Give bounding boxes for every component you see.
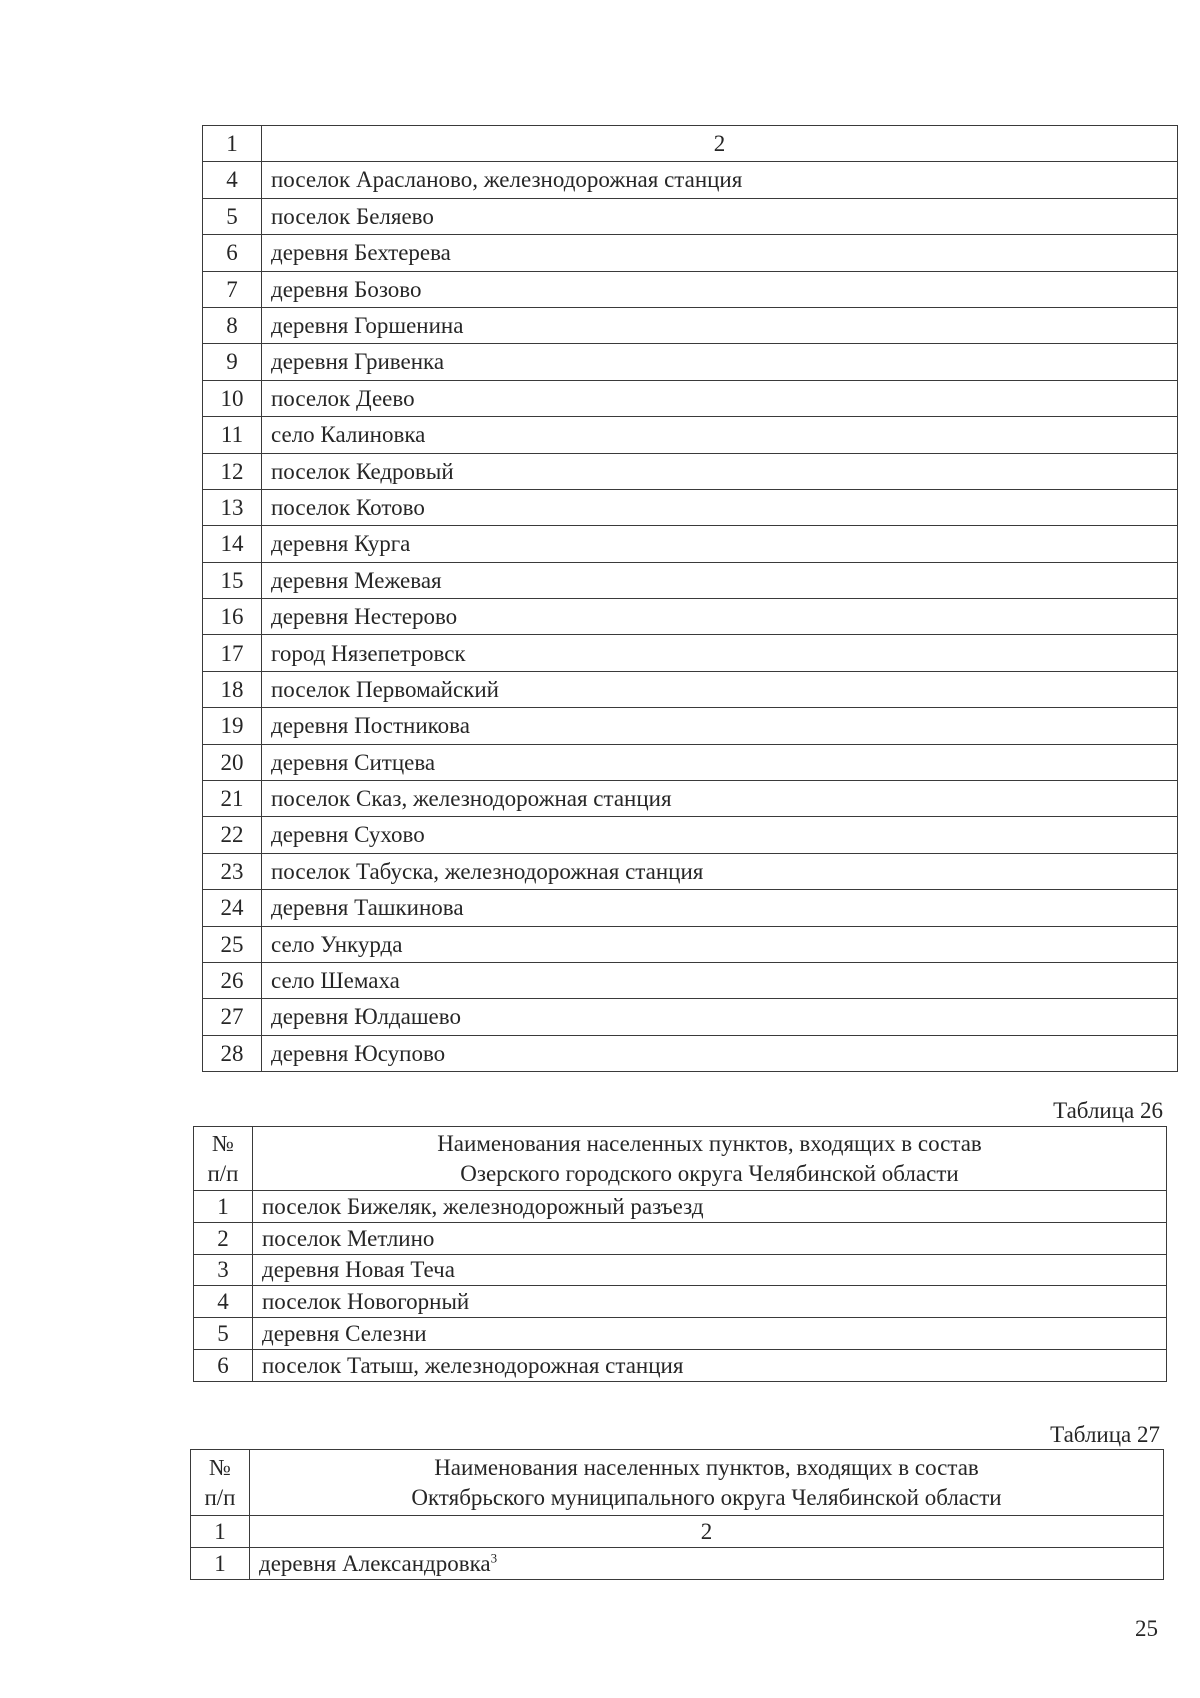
row-number: 25 xyxy=(203,926,262,962)
settlement-name-text: поселок Сказ, железнодорожная станция xyxy=(271,786,672,812)
settlement-name xyxy=(262,635,1178,671)
settlement-name xyxy=(262,890,1178,926)
name-column-header xyxy=(253,1127,1167,1191)
row-number: 22 xyxy=(203,817,262,853)
row-number: 15 xyxy=(203,562,262,598)
table-row xyxy=(194,1222,1167,1254)
row-number: 4 xyxy=(203,162,262,198)
settlement-name xyxy=(262,235,1178,271)
settlements-table-continued xyxy=(202,125,1178,1072)
row-number: 7 xyxy=(203,271,262,307)
settlement-name-text: поселок Бижеляк, железнодорожный разъезд xyxy=(262,1193,704,1219)
table-row xyxy=(203,235,1178,271)
settlement-name xyxy=(262,198,1178,234)
row-number: 5 xyxy=(194,1318,253,1350)
table-row xyxy=(203,853,1178,889)
table-26 xyxy=(193,1126,1167,1382)
row-number: 24 xyxy=(203,890,262,926)
header-title-line-2: Октябрьского муниципального округа Челябинской области xyxy=(411,1484,1002,1510)
settlement-name xyxy=(262,962,1178,998)
row-number: 1 xyxy=(191,1548,250,1580)
table-row xyxy=(203,489,1178,525)
settlement-name-text: поселок Деево xyxy=(271,385,415,411)
settlement-name-text: село Калиновка xyxy=(271,422,426,448)
table-row xyxy=(203,635,1178,671)
settlement-name xyxy=(253,1318,1167,1350)
row-number: 23 xyxy=(203,853,262,889)
column-index-2: 2 xyxy=(250,1516,1164,1548)
column-index-row xyxy=(191,1516,1164,1548)
settlement-name xyxy=(262,853,1178,889)
table-row xyxy=(194,1318,1167,1350)
settlement-name-text: деревня Новая Теча xyxy=(262,1257,455,1283)
row-number: 11 xyxy=(203,417,262,453)
table-row xyxy=(203,198,1178,234)
settlement-name-text: деревня Горшенина xyxy=(271,313,464,338)
number-column-header xyxy=(194,1127,253,1191)
settlement-name-text: поселок Котово xyxy=(271,494,425,520)
settlement-name-text: деревня Межевая xyxy=(271,567,442,593)
table-27 xyxy=(190,1449,1164,1580)
table-row xyxy=(203,744,1178,780)
table-row xyxy=(203,999,1178,1035)
settlement-name xyxy=(253,1286,1167,1318)
page-number: 25 xyxy=(1135,1616,1158,1641)
settlement-name-text: деревня Юсупово xyxy=(271,1040,446,1066)
table-row xyxy=(203,962,1178,998)
table-row xyxy=(203,671,1178,707)
header-title-line-1: Наименования населенных пунктов, входящих в состав xyxy=(437,1130,982,1156)
table-row xyxy=(203,344,1178,380)
settlement-name-text: поселок Первомайский xyxy=(271,676,499,702)
number-abbrev: п/п xyxy=(207,1160,239,1186)
table-row xyxy=(203,307,1178,343)
row-number: 3 xyxy=(194,1254,253,1286)
settlement-name xyxy=(262,926,1178,962)
settlement-name-text: город Нязепетровск xyxy=(271,640,466,666)
row-number: 21 xyxy=(203,781,262,817)
settlement-name-text: деревня Юлдашево xyxy=(271,1004,461,1030)
settlement-name xyxy=(253,1222,1167,1254)
settlement-name-text: деревня Сухово xyxy=(271,822,425,848)
settlement-name-text: деревня Бехтерева xyxy=(271,240,451,266)
settlement-name xyxy=(262,781,1178,817)
row-number: 8 xyxy=(203,307,262,343)
settlement-name xyxy=(262,162,1178,198)
table-header-row xyxy=(194,1127,1167,1191)
row-number: 18 xyxy=(203,671,262,707)
table-26-caption: Таблица 26 xyxy=(1053,1098,1163,1123)
settlement-name xyxy=(253,1254,1167,1286)
table-row xyxy=(203,708,1178,744)
number-abbrev: п/п xyxy=(204,1484,236,1510)
table-row xyxy=(203,380,1178,416)
settlement-name xyxy=(262,708,1178,744)
column-index-1: 1 xyxy=(203,126,262,162)
settlement-name xyxy=(262,744,1178,780)
footnote-marker: 3 xyxy=(490,1550,498,1566)
settlement-name xyxy=(262,1035,1178,1071)
row-number: 9 xyxy=(203,344,262,380)
row-number: 16 xyxy=(203,599,262,635)
row-number: 14 xyxy=(203,526,262,562)
settlement-name xyxy=(262,526,1178,562)
settlement-name-text: деревня Александровка xyxy=(259,1550,491,1576)
settlement-name xyxy=(253,1191,1167,1223)
row-number: 19 xyxy=(203,708,262,744)
settlement-name-text: деревня Нестерово xyxy=(271,604,458,630)
settlement-name xyxy=(262,817,1178,853)
settlement-name-text: село Шемаха xyxy=(271,968,400,994)
table-row xyxy=(194,1349,1167,1381)
row-number: 6 xyxy=(194,1349,253,1381)
settlement-name-text: деревня Ташкинова xyxy=(271,895,464,921)
number-column-header xyxy=(191,1450,250,1516)
row-number: 10 xyxy=(203,380,262,416)
row-number: 12 xyxy=(203,453,262,489)
table-header-row xyxy=(191,1450,1164,1516)
row-number: 5 xyxy=(203,198,262,234)
table-row xyxy=(203,162,1178,198)
row-number: 17 xyxy=(203,635,262,671)
settlement-name-text: деревня Постникова xyxy=(271,713,470,739)
settlement-name xyxy=(262,453,1178,489)
header-title-line-1: Наименования населенных пунктов, входящих в состав xyxy=(434,1454,979,1480)
column-index-1: 1 xyxy=(191,1516,250,1548)
number-sign: № xyxy=(209,1454,231,1480)
column-index-row xyxy=(203,126,1178,162)
row-number: 13 xyxy=(203,489,262,525)
header-title-line-2: Озерского городского округа Челябинской области xyxy=(460,1160,959,1186)
settlement-name-text: деревня Селезни xyxy=(262,1320,427,1346)
settlement-name xyxy=(250,1548,1164,1580)
table-row xyxy=(194,1254,1167,1286)
name-column-header xyxy=(250,1450,1164,1516)
settlement-name-text: поселок Кедровый xyxy=(271,458,454,484)
settlement-name xyxy=(262,999,1178,1035)
settlement-name-text: деревня Ситцева xyxy=(271,749,436,775)
settlement-name-text: деревня Бозово xyxy=(271,276,422,302)
settlement-name xyxy=(262,344,1178,380)
settlement-name xyxy=(262,380,1178,416)
settlement-name-text: село Ункурда xyxy=(271,931,403,957)
table-row xyxy=(203,271,1178,307)
row-number: 27 xyxy=(203,999,262,1035)
settlement-name xyxy=(262,599,1178,635)
row-number: 1 xyxy=(194,1191,253,1223)
table-row xyxy=(203,817,1178,853)
settlement-name-text: поселок Арасланово, железнодорожная станция xyxy=(271,167,743,193)
settlement-name xyxy=(262,671,1178,707)
number-sign: № xyxy=(212,1130,234,1156)
column-index-2: 2 xyxy=(262,126,1178,162)
settlement-name xyxy=(253,1349,1167,1381)
settlement-name-text: поселок Татыш, железнодорожная станция xyxy=(262,1352,684,1378)
row-number: 28 xyxy=(203,1035,262,1071)
settlement-name xyxy=(262,417,1178,453)
settlement-name-text: поселок Беляево xyxy=(271,203,434,229)
settlement-name-text: поселок Метлино xyxy=(262,1225,435,1251)
settlement-name-text: поселок Табуска, железнодорожная станция xyxy=(271,858,704,884)
table-row xyxy=(203,526,1178,562)
row-number: 20 xyxy=(203,744,262,780)
table-row xyxy=(203,890,1178,926)
table-row xyxy=(203,926,1178,962)
settlement-name xyxy=(262,307,1178,343)
settlement-name-text: поселок Новогорный xyxy=(262,1289,470,1315)
table-row xyxy=(194,1286,1167,1318)
table-row xyxy=(203,417,1178,453)
table-row xyxy=(191,1548,1164,1580)
table-27-caption: Таблица 27 xyxy=(1050,1422,1160,1447)
table-row xyxy=(203,1035,1178,1071)
row-number: 2 xyxy=(194,1222,253,1254)
settlement-name xyxy=(262,489,1178,525)
table-row xyxy=(203,599,1178,635)
row-number: 4 xyxy=(194,1286,253,1318)
settlement-name xyxy=(262,562,1178,598)
settlement-name-text: деревня Гривенка xyxy=(271,349,445,375)
row-number: 26 xyxy=(203,962,262,998)
table-row xyxy=(194,1191,1167,1223)
table-row xyxy=(203,562,1178,598)
table-row xyxy=(203,453,1178,489)
table-row xyxy=(203,781,1178,817)
settlement-name xyxy=(262,271,1178,307)
settlement-name-text: деревня Курга xyxy=(271,531,411,557)
row-number: 6 xyxy=(203,235,262,271)
